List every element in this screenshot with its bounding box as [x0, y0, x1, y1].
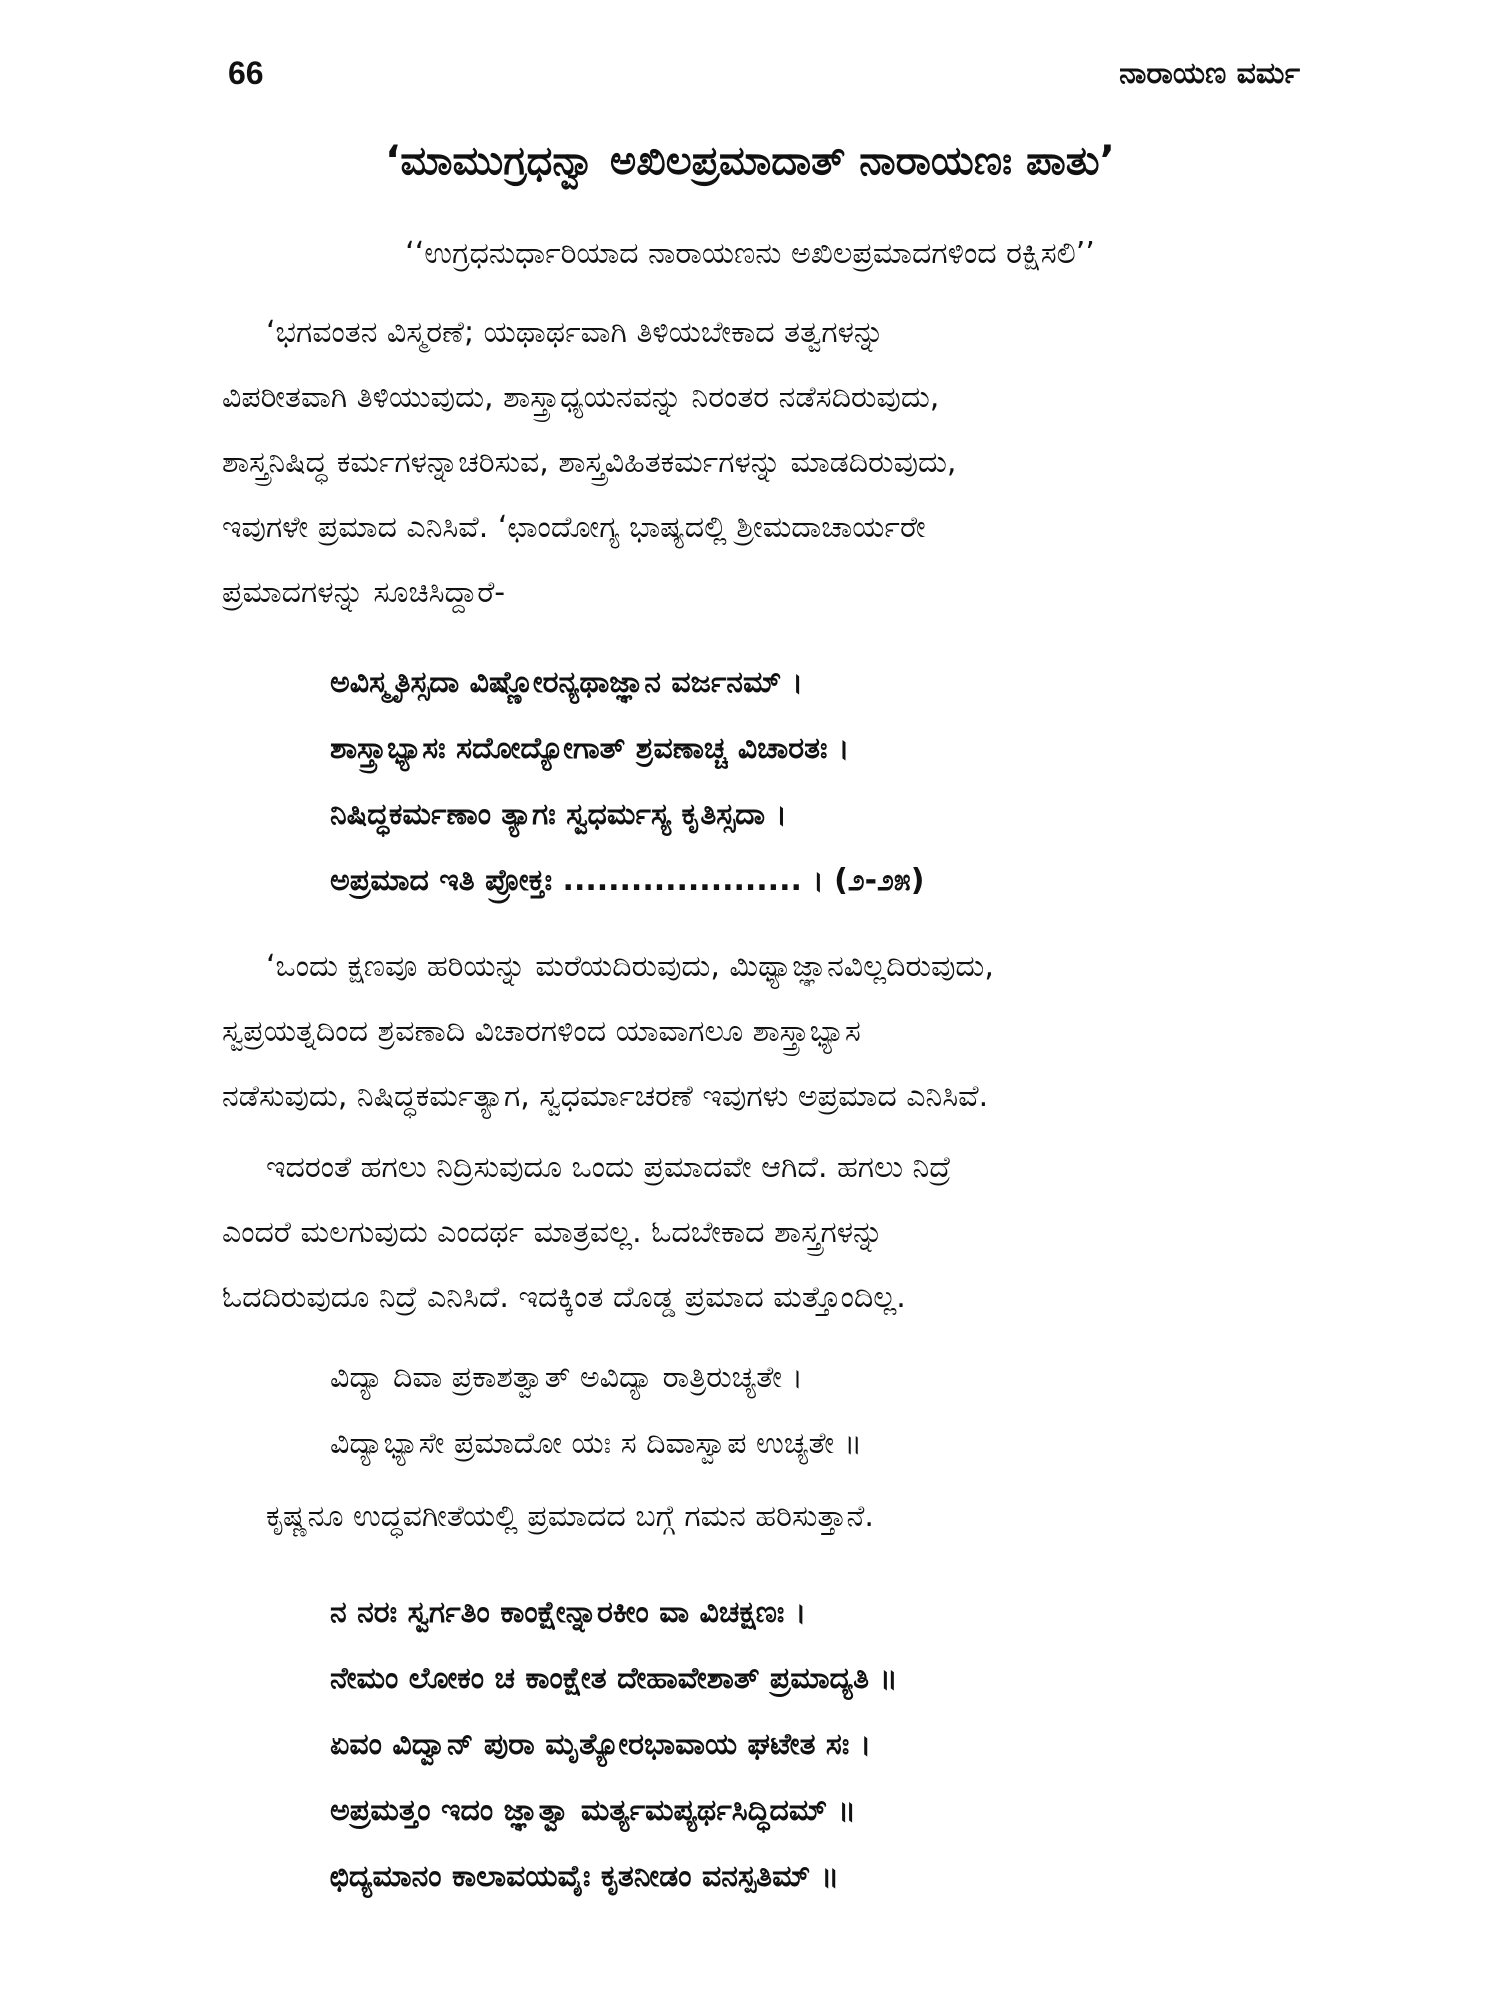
paragraph-line: ಶಾಸ್ತ್ರನಿಷಿದ್ಧ ಕರ್ಮಗಳನ್ನಾಚರಿಸುವ, ಶಾಸ್ತ್ರವಿಹಿತಕರ್ಮಗಳನ್ನು ಮಾಡದಿರುವುದು, [222, 445, 957, 480]
paragraph-line: ಕೃಷ್ಣನೂ ಉದ್ಧವಗೀತೆಯಲ್ಲಿ ಪ್ರಮಾದದ ಬಗ್ಗೆ ಗಮನ ಹರಿಸುತ್ತಾನೆ. [266, 1499, 874, 1534]
paragraph-2 [222, 934, 1302, 1129]
paragraph-line: ಸ್ವಪ್ರಯತ್ನದಿಂದ ಶ್ರವಣಾದಿ ವಿಚಾರಗಳಿಂದ ಯಾವಾಗಲೂ ಶಾಸ್ತ್ರಾಭ್ಯಾಸ [222, 1014, 861, 1049]
verse-line: ಅಪ್ರಮತ್ತಂ ಇದಂ ಜ್ಞಾತ್ವಾ ಮರ್ತ್ಯಮಪ್ಯರ್ಥಸಿದ್ಧಿದಮ್ ॥ [330, 1793, 856, 1828]
paragraph-1 [222, 300, 1302, 625]
verse-line: ಶಾಸ್ತ್ರಾಭ್ಯಾಸಃ ಸದೋದ್ಯೋಗಾತ್ ಶ್ರವಣಾಚ್ಚ ವಿಚಾರತಃ । [330, 731, 850, 766]
page-number: 66 [228, 54, 264, 91]
verse-line: ನೇಮಂ ಲೋಕಂ ಚ ಕಾಂಕ್ಷೇತ ದೇಹಾವೇಶಾತ್ ಪ್ರಮಾದ್ಯತಿ ॥ [330, 1661, 898, 1696]
verse-line: ಛಿದ್ಯಮಾನಂ ಕಾಲಾವಯವೈಃ ಕೃತನೀಡಂ ವನಸ್ಪತಿಮ್ ॥ [330, 1859, 840, 1894]
verse-1 [330, 650, 1290, 914]
paragraph-line: ಇವುಗಳೇ ಪ್ರಮಾದ ಎನಿಸಿವೆ. ‘ಛಾಂದೋಗ್ಯ ಭಾಷ್ಯದಲ್ಲಿ ಶ್ರೀಮದಾಚಾರ್ಯರೇ [222, 510, 926, 545]
verse-line: ವಿದ್ಯಾ ದಿವಾ ಪ್ರಕಾಶತ್ವಾತ್ ಅವಿದ್ಯಾ ರಾತ್ರಿರುಚ್ಯತೇ । [330, 1360, 803, 1395]
verse-line: ವಿದ್ಯಾಭ್ಯಾಸೇ ಪ್ರಮಾದೋ ಯಃ ಸ ದಿವಾಸ್ವಾಪ ಉಚ್ಯತೇ ॥ [330, 1426, 863, 1461]
running-title: ನಾರಾಯಣ ವರ್ಮ [1119, 55, 1300, 91]
paragraph-line: ಇದರಂತೆ ಹಗಲು ನಿದ್ರಿಸುವುದೂ ಒಂದು ಪ್ರಮಾದವೇ ಆಗಿದೆ. ಹಗಲು ನಿದ್ರೆ [266, 1150, 952, 1185]
paragraph-line: ‘ಭಗವಂತನ ವಿಸ್ಮರಣೆ; ಯಥಾರ್ಥವಾಗಿ ತಿಳಿಯಬೇಕಾದ ತತ್ವಗಳನ್ನು [266, 315, 885, 350]
verse-line: ಅಪ್ರಮಾದ ಇತಿ ಪ್ರೋಕ್ತಃ ..................... । (೨-೨೫) [330, 863, 925, 898]
paragraph-line: ವಿಪರೀತವಾಗಿ ತಿಳಿಯುವುದು, ಶಾಸ್ತ್ರಾಧ್ಯಯನವನ್ನು ನಿರಂತರ ನಡೆಸದಿರುವುದು, [222, 380, 940, 415]
section-subtitle: ‘‘ಉಗ್ರಧನುರ್ಧಾರಿಯಾದ ನಾರಾಯಣನು ಅಖಿಲಪ್ರಮಾದಗಳಿಂದ ರಕ್ಷಿಸಲಿ’’ [405, 236, 1095, 271]
paragraph-line: ಪ್ರಮಾದಗಳನ್ನು ಸೂಚಿಸಿದ್ದಾರೆ- [222, 575, 506, 610]
verse-2 [330, 1345, 1290, 1477]
verse-line: ನಿಷಿದ್ಧಕರ್ಮಣಾಂ ತ್ಯಾಗಃ ಸ್ವಧರ್ಮಸ್ಯ ಕೃತಿಸ್ಸದಾ । [330, 797, 787, 832]
paragraph-line: ನಡೆಸುವುದು, ನಿಷಿದ್ಧಕರ್ಮತ್ಯಾಗ, ಸ್ವಧರ್ಮಾಚರಣೆ ಇವುಗಳು ಅಪ್ರಮಾದ ಎನಿಸಿವೆ. [222, 1079, 989, 1114]
page-header [228, 48, 1300, 98]
paragraph-line: ‘ಒಂದು ಕ್ಷಣವೂ ಹರಿಯನ್ನು ಮರೆಯದಿರುವುದು, ಮಿಥ್ಯಾಜ್ಞಾನವಿಲ್ಲದಿರುವುದು, [266, 949, 994, 984]
paragraph-4 [222, 1484, 1302, 1549]
paragraph-line: ಎಂದರೆ ಮಲಗುವುದು ಎಂದರ್ಥ ಮಾತ್ರವಲ್ಲ. ಓದಬೇಕಾದ ಶಾಸ್ತ್ರಗಳನ್ನು [222, 1215, 884, 1250]
verse-3 [330, 1580, 1290, 1910]
verse-line: ಅವಿಸ್ಮೃತಿಸ್ಸದಾ ವಿಷ್ಣೋರನ್ಯಥಾಜ್ಞಾನ ವರ್ಜನಮ್ । [330, 665, 804, 700]
section-title: ‘ಮಾಮುಗ್ರಧನ್ವಾ ಅಖಿಲಪ್ರಮಾದಾತ್ ನಾರಾಯಣಃ ಪಾತು’ [385, 138, 1115, 184]
paragraph-line: ಓದದಿರುವುದೂ ನಿದ್ರೆ ಎನಿಸಿದೆ. ಇದಕ್ಕಿಂತ ದೊಡ್ಡ ಪ್ರಮಾದ ಮತ್ತೊಂದಿಲ್ಲ. [222, 1280, 906, 1315]
paragraph-3 [222, 1135, 1302, 1330]
verse-line: ನ ನರಃ ಸ್ವರ್ಗತಿಂ ಕಾಂಕ್ಷೇನ್ನಾರಕೀಂ ವಾ ವಿಚಕ್ಷಣಃ । [330, 1595, 807, 1630]
verse-line: ಏವಂ ವಿದ್ವಾನ್ ಪುರಾ ಮೃತ್ಯೋರಭಾವಾಯ ಘಟೇತ ಸಃ । [330, 1727, 872, 1762]
